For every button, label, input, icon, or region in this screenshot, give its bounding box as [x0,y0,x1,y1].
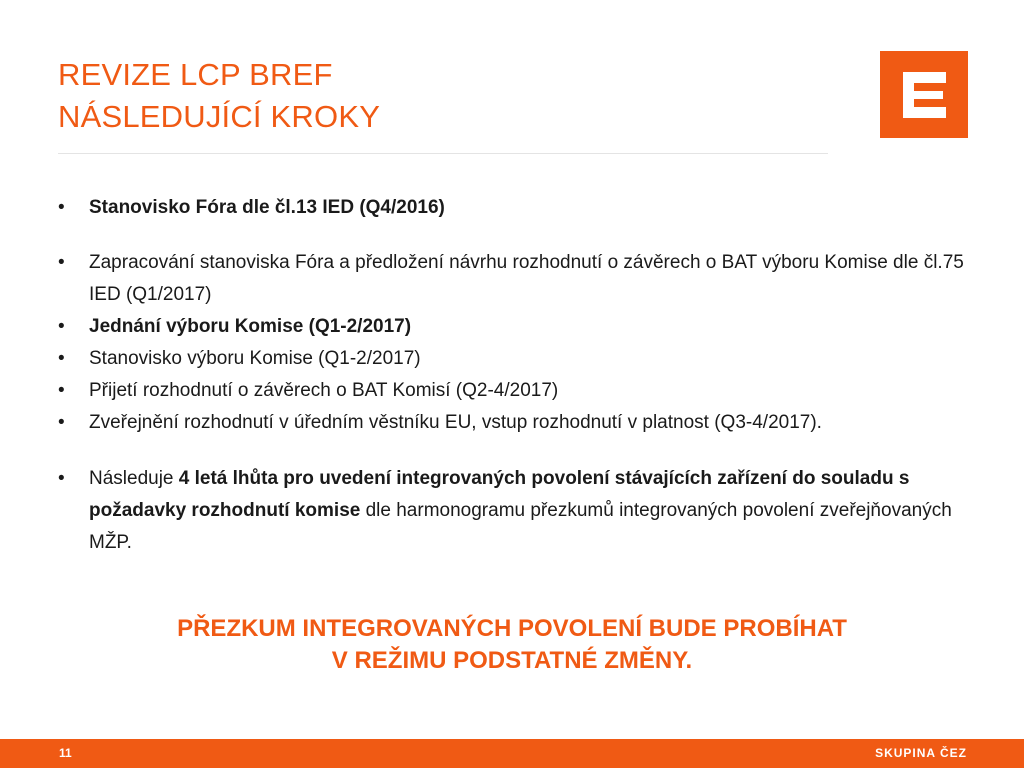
bullet-text-post: dle harmonogramu přezkumů integrovaných povolení zveřejňovaných MŽP. [89,500,952,553]
bullet-marker: • [58,197,65,218]
bullet-text: Zveřejnění rozhodnutí v úředním věstníku EU, vstup rozhodnutí v platnost (Q3-4/2017). [89,412,822,433]
title-divider [58,153,828,154]
conclusion-statement [0,613,1024,677]
bullet-text: Jednání výboru Komise (Q1-2/2017) [89,316,412,337]
bullet-marker: • [58,412,65,433]
bullet-item [58,247,988,311]
conclusion-line-2: V REŽIMU PODSTATNÉ ZMĚNY. [331,647,693,674]
bullet-marker: • [58,316,65,337]
bullet-item [58,407,988,439]
bullet-text: Stanovisko Fóra dle čl.13 IED (Q4/2016) [89,197,445,218]
slide-title-line-1: REVIZE LCP BREF [58,57,333,92]
bullet-marker: • [58,348,65,369]
slide-title [58,54,380,138]
bullet-text: Stanovisko výboru Komise (Q1-2/2017) [89,348,421,369]
bullet-marker: • [58,468,65,489]
bullet-marker: • [58,252,65,273]
footer-brand: SKUPINA ČEZ [875,746,967,760]
bullet-item [58,343,988,375]
bullet-item [58,192,988,224]
bullet-list [58,192,988,559]
bullet-text: Zapracování stanoviska Fóra a předložení návrhu rozhodnutí o závěrech o BAT výboru Komise dle čl.75 IED (Q1/2017) [89,252,964,305]
bullet-text: Přijetí rozhodnutí o závěrech o BAT Komisí (Q2-4/2017) [89,380,559,401]
bullet-item [58,375,988,407]
footer-bar [0,739,1024,768]
bullet-text-bold: 4 letá lhůta pro uvedení integrovaných povolení stávajících zařízení do souladu s požadavky rozhodnutí komise [89,468,910,521]
page-number: 11 [59,746,72,760]
bullet-item [58,463,988,559]
bullet-item [58,311,988,343]
cez-logo-mark [880,51,968,138]
cez-logo-icon [880,51,968,138]
bullet-marker: • [58,380,65,401]
slide-title-line-2: NÁSLEDUJÍCÍ KROKY [58,99,381,134]
conclusion-line-1: PŘEZKUM INTEGROVANÝCH POVOLENÍ BUDE PROBÍHAT [177,615,847,642]
bullet-text-pre: Následuje [89,468,179,489]
